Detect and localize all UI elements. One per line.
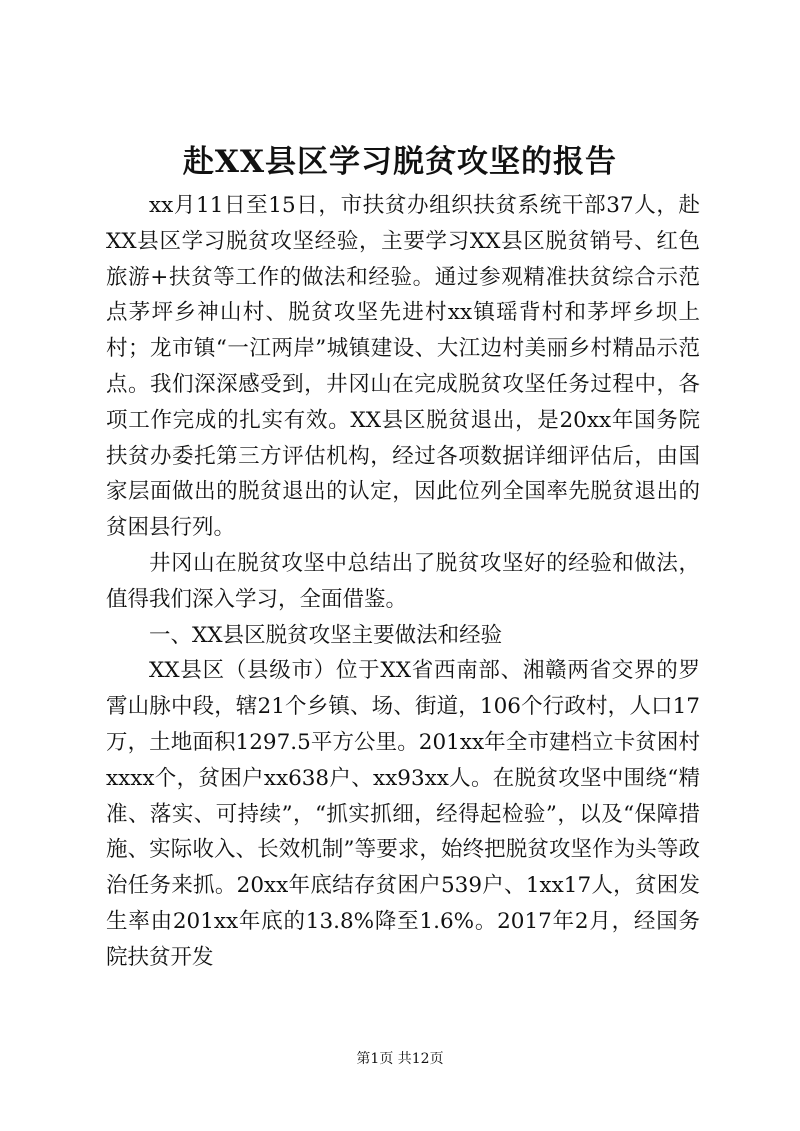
page-footer: 第1页 共12页 bbox=[356, 1051, 444, 1067]
paragraph-intro: xx月11日至15日，市扶贫办组织扶贫系统干部37人，赴XX县区学习脱贫攻坚经验，主要学习XX县区脱贫销号、红色旅游+扶贫等工作的做法和经验。通过参观精准扶贫综合示范点茅坪乡神山村、脱贫攻坚先进村xx镇瑶背村和茅坪乡坝上村；龙市镇“一江两岸”城镇建设、大江边村美丽乡村精品示范点。我们深深感受到，井冈山在完成脱贫攻坚任务过程中，各项工作完成的扎实有效。XX县区脱贫退出，是20xx年国务院扶贫办委托第三方评估机构，经过各项数据详细评估后，由国家层面做出的脱贫退出的认定，因此位列全国率先脱贫退出的贫困县行列。 bbox=[106, 193, 700, 541]
paragraph-summary: 井冈山在脱贫攻坚中总结出了脱贫攻坚好的经验和做法，值得我们深入学习，全面借鉴。 bbox=[106, 550, 700, 612]
document-body bbox=[106, 188, 700, 976]
document-title: 赴XX县区学习脱贫攻坚的报告 bbox=[182, 144, 618, 180]
section-heading: 一、XX县区脱贫攻坚主要做法和经验 bbox=[149, 622, 503, 648]
paragraph-overview: XX县区（县级市）位于XX省西南部、湘赣两省交界的罗霄山脉中段，辖21个乡镇、场、街道，106个行政村，人口17万，土地面积1297.5平方公里。201xx年全市建档立卡贫困村xxxx个，贫困户xx638户、xx93xx人。在脱贫攻坚中围绕“精准、落实、可持续”，“抓实抓细，经得起检验”，以及“保障措施、实际收入、长效机制”等要求，始终把脱贫攻坚作为头等政治任务来抓。20xx年底结存贫困户539户、1xx17人，贫困发生率由201xx年底的13.8%降至1.6%。2017年2月，经国务院扶贫开发 bbox=[106, 658, 700, 970]
